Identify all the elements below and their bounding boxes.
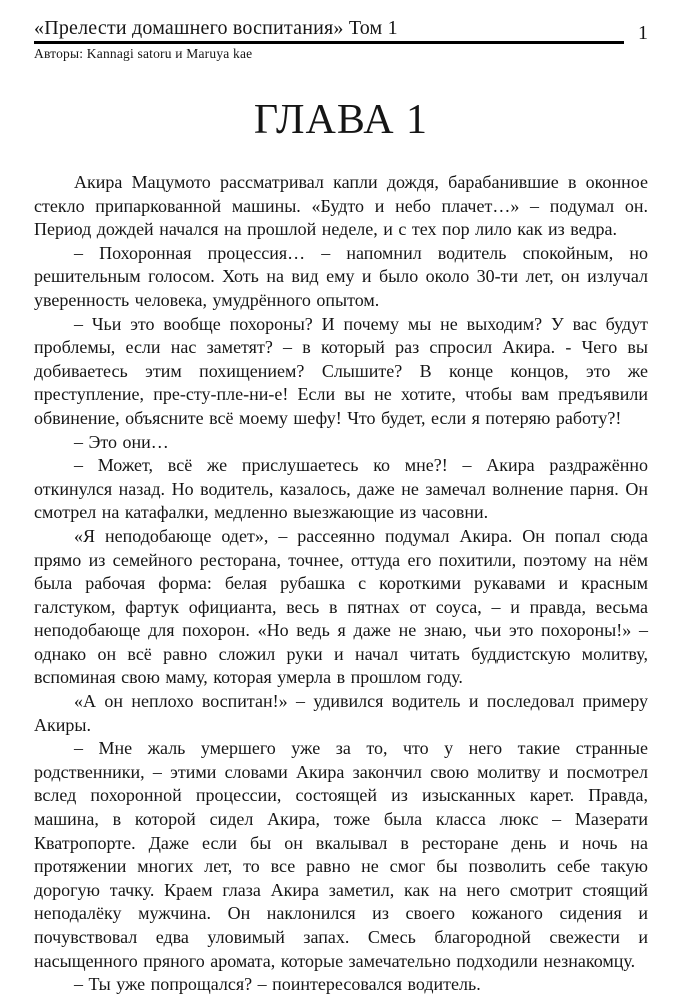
paragraph: «А он неплохо воспитан!» – удивился водитель и последовал примеру Акиры. [34, 691, 648, 735]
paragraph: – Ты уже попрощался? – поинтересовался водитель. [74, 974, 481, 995]
chapter-title: ГЛАВА 1 [253, 97, 429, 143]
paragraph: Акира Мацумото рассматривал капли дождя, барабанившие в оконное стекло припаркованной машины. «Будто и небо плачет…» – подумал он. Период дождей начался на прошлой неделе, и с тех пор лило как из ведра. [34, 172, 648, 240]
page-number: 1 [638, 22, 648, 44]
paragraph: «Я неподобающе одет», – рассеянно подумал Акира. Он попал сюда прямо из семейного ресторана, точнее, оттуда его похитили, поэтому на нём была рабочая форма: белая рубашка с короткими рукавами и красным галстуком, фартук официанта, весь в пятнах от соуса, – и правда, весьма неподобающе для похорон. «Но ведь я даже не знаю, чьи это похороны!» – однако он всё равно сложил руки и начал читать буддистскую молитву, вспоминая свою маму, которая умерла в прошлом году. [34, 525, 648, 688]
body-text [34, 171, 648, 997]
paragraph: – Чьи это вообще похороны? И почему мы не выходим? У вас будут проблемы, если нас заметят? – в который раз спросил Акира. - Чего вы добиваетесь этим похищением? Слышите? В конце концов, это же преступление, пре-сту-пле-ни-е! Если вы не хотите, чтобы вам предъявили обвинение, объясните всё моему шефу! Что будет, если я потеряю работу?! [34, 313, 648, 428]
header-title-rule [34, 16, 624, 44]
paragraph: – Может, всё же прислушаетесь ко мне?! – Акира раздражённо откинулся назад. Но водитель, казалось, даже не замечал волнение парня. Он смотрел на катафалки, медленно выезжающие из часовни. [34, 455, 648, 523]
paragraph: – Это они… [74, 431, 169, 452]
running-header [34, 16, 648, 44]
paragraph: – Похоронная процессия… – напомнил водитель спокойным, но решительным голосом. Хоть на вид ему и было около 30-ти лет, он излучал уверенность человека, умудрённого опытом. [34, 242, 648, 310]
authors-line: Авторы: Kannagi satoru и Maruya kae [34, 46, 253, 61]
book-title: «Прелести домашнего воспитания» Том 1 [34, 17, 398, 39]
paragraph: – Мне жаль умершего уже за то, что у него такие странные родственники, – этими словами Акира закончил свою молитву и посмотрел вслед похоронной процессии, состоящей из изысканных карет. Правда, машина, в которой сидел Акира, тоже была класса люкс – Мазерати Кватропорте. Даже если бы он вкалывал в ресторане день и ночь на протяжении многих лет, то все равно не смог бы позволить себе такую дорогую тачку. Краем глаза Акира заметил, как на него смотрит стоящий неподалёку мужчина. Он наклонился из своего кожаного сидения и почувствовал едва уловимый запах. Смесь благородной свежести и насыщенного пряного аромата, которые замечательно подходили незнакомцу. [34, 738, 648, 971]
